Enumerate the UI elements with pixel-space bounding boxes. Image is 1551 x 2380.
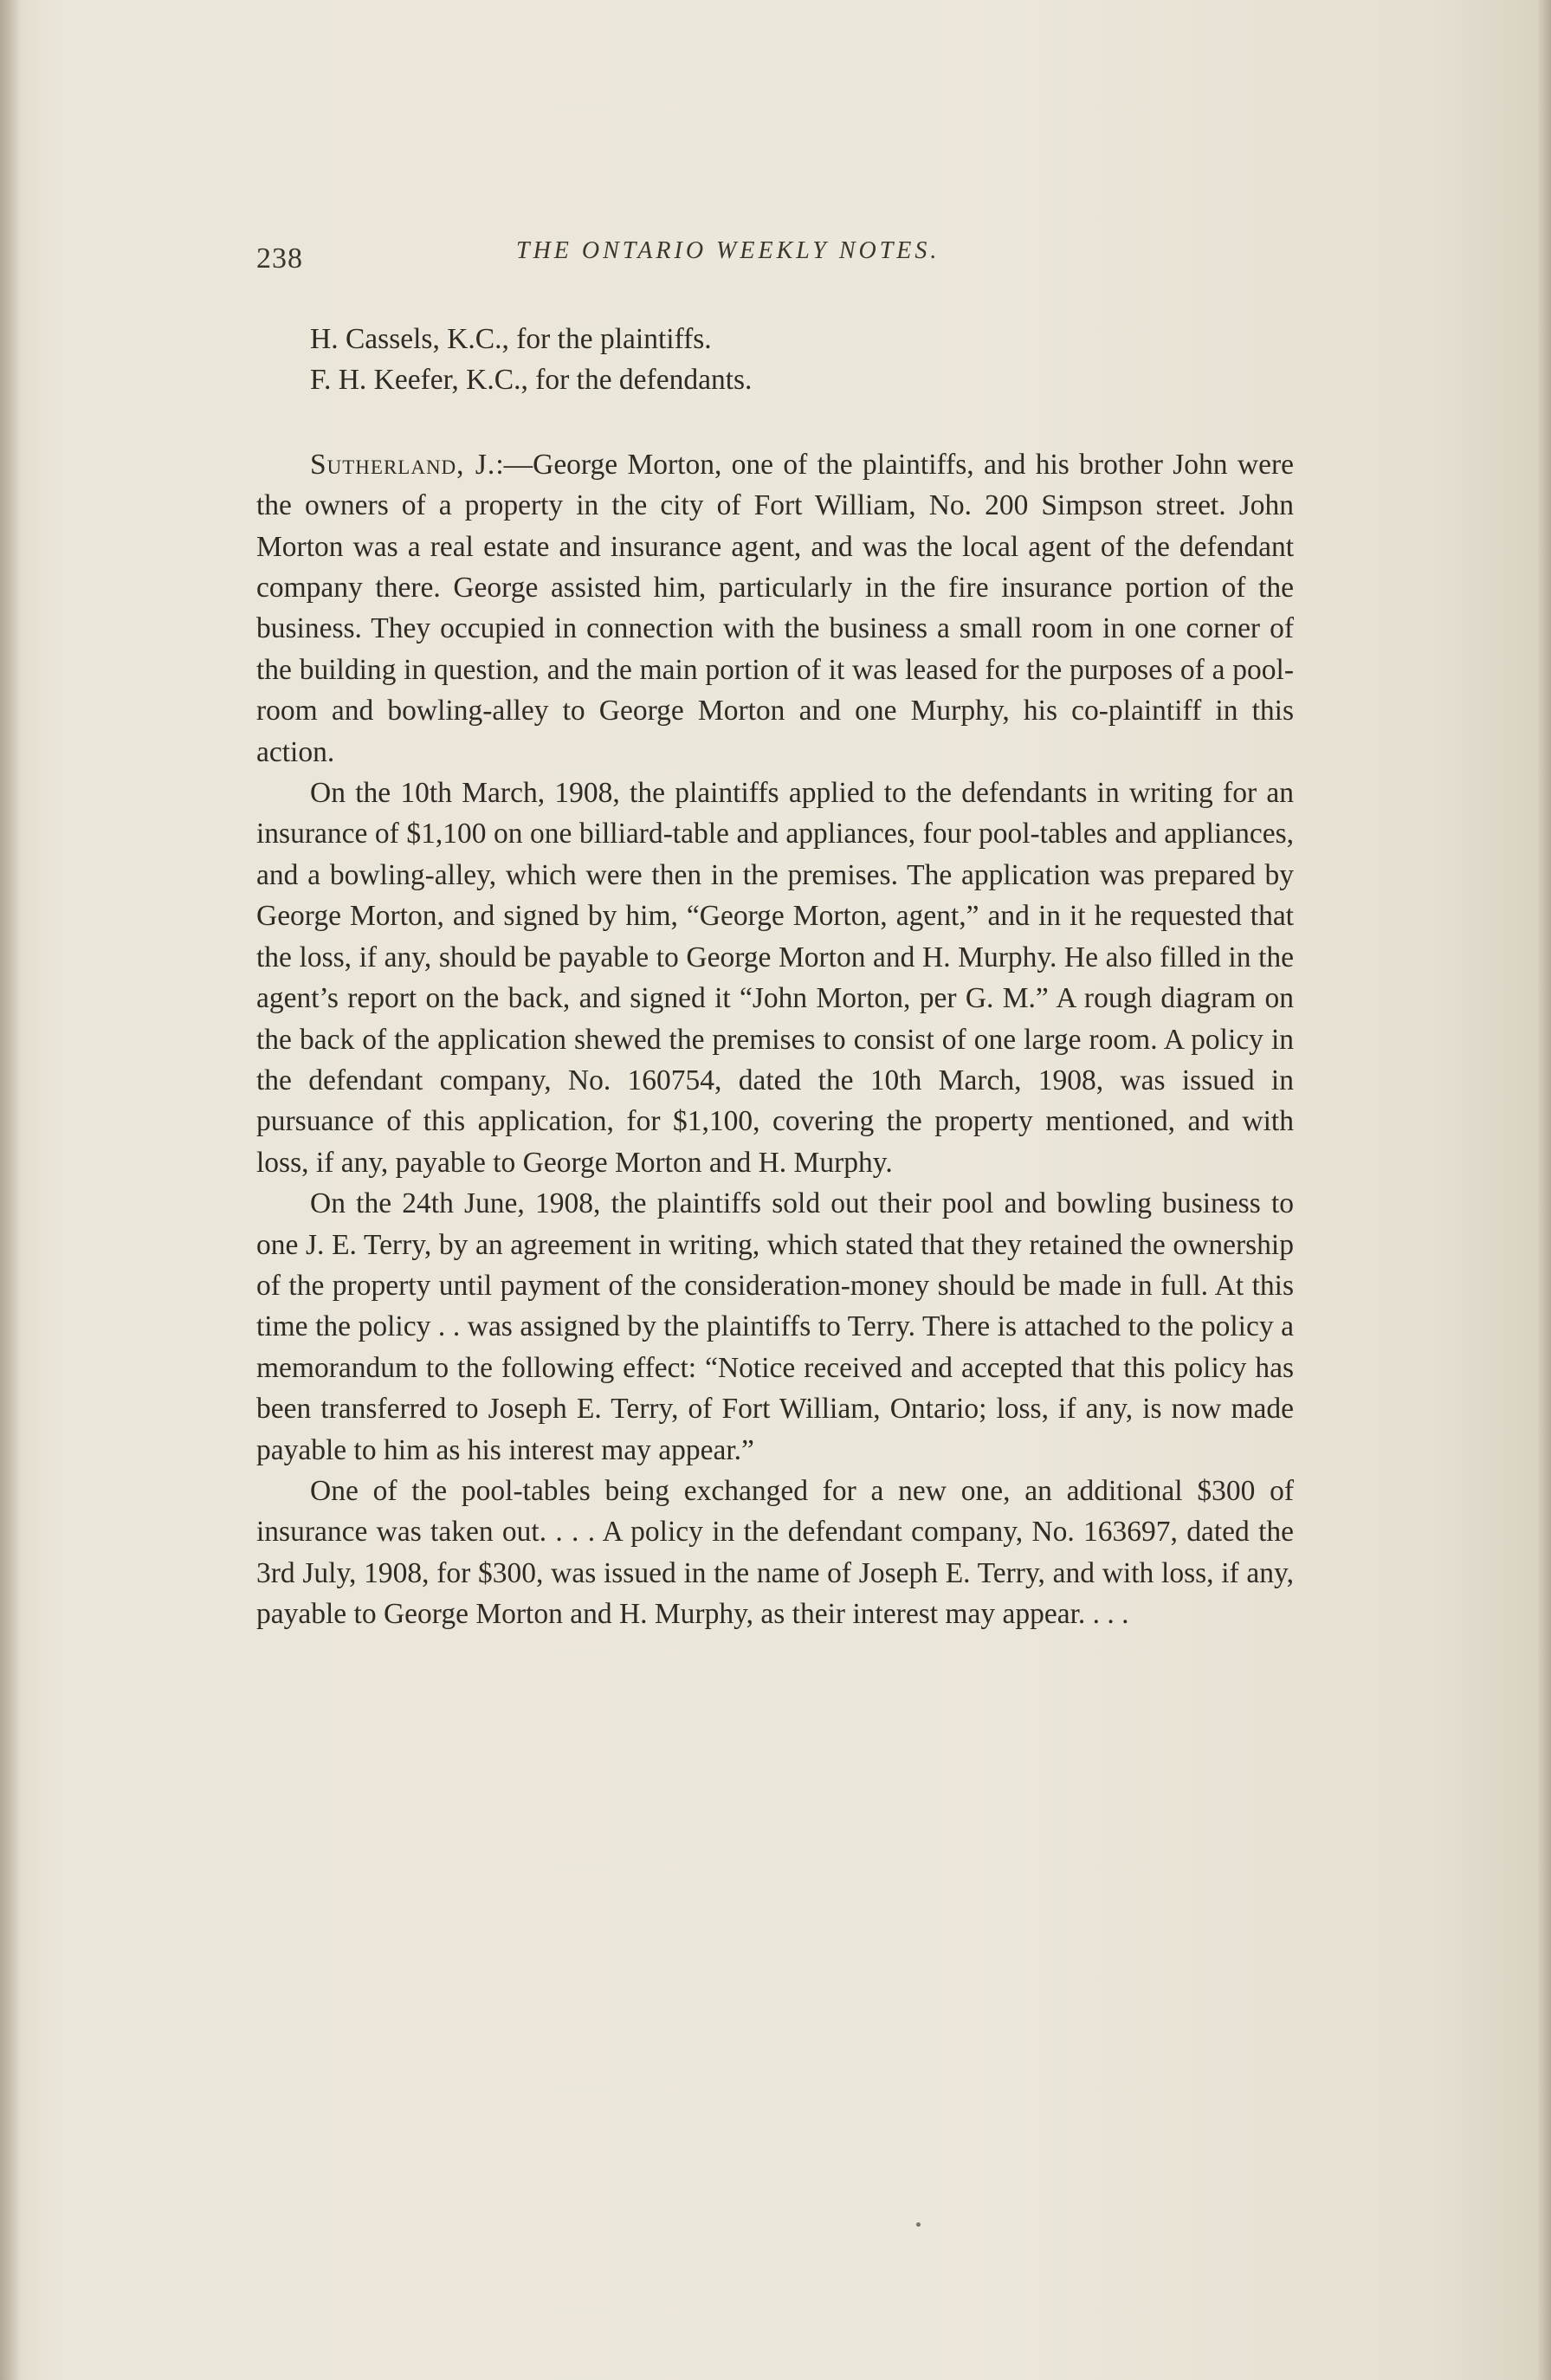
opening-paragraph: [256, 444, 1294, 773]
page-number: 238: [256, 243, 303, 275]
judge-name: Sutherland, J.: [310, 448, 496, 481]
opening-text: :—George Morton, one of the plaintiffs, and his brother John were the owners of a property in the city of Fort William, No. 200 Simpson street. John Morton was a real estate and insurance agent, and was the local agent of the defendant company there. George assisted him, particularly in the fire insurance portion of the business. They occupied in connection with the business a small room in one corner of the building in question, and the main portion of it was leased for the purposes of a pool-room and bowling-alley to George Morton and one Murphy, his co-plaintiff in this action.: [256, 448, 1294, 768]
paragraph: On the 10th March, 1908, the plaintiffs applied to the defendants in writing for an insurance of $1,100 on one billiard-table and appliances, four pool-tables and appliances, and a bowling-alley, which were then in the premises. The application was prepared by George Morton, and signed by him, “George Morton, agent,” and in it he requested that the loss, if any, should be payable to George Morton and H. Murphy. He also filled in the agent’s report on the back, and signed it “John Morton, per G. M.” A rough diagram on the back of the application shewed the premises to consist of one large room. A policy in the defendant company, No. 160754, dated the 10th March, 1908, was issued in pursuance of this application, for $1,100, covering the property mentioned, and with loss, if any, payable to George Morton and H. Murphy.: [256, 777, 1294, 1179]
paragraph: On the 24th June, 1908, the plaintiffs sold out their pool and bowling business to one J. E. Terry, by an agreement in writing, which stated that they retained the ownership of the property until payment of the consideration-money should be made in full. At this time the policy . . was assigned by the plaintiffs to Terry. There is attached to the policy a memorandum to the following effect: “Notice received and accepted that this policy has been transferred to Joseph E. Terry, of Fort William, Ontario; loss, if any, is now made payable to him as his interest may appear.”: [256, 1187, 1294, 1466]
page-header: [256, 232, 1296, 275]
ink-speck: [916, 2222, 921, 2227]
page-edge-shadow: [1537, 0, 1551, 2380]
counsel-line: F. H. Keefer, K.C., for the defendants.: [310, 364, 753, 397]
binding-shadow: [0, 0, 23, 2380]
body-text: [256, 319, 1294, 1635]
running-head: THE ONTARIO WEEKLY NOTES.: [516, 237, 940, 264]
paragraph: One of the pool-tables being exchanged for a new one, an additional $300 of insurance was taken out. . . . A policy in the defendant company, No. 163697, dated the 3rd July, 1908, for $300, was issued in the name of Joseph E. Terry, and with loss, if any, payable to George Morton and H. Murphy, as their interest may appear. . . .: [256, 1474, 1294, 1631]
section-gap: [256, 401, 1294, 444]
counsel-line: H. Cassels, K.C., for the plaintiffs.: [310, 323, 712, 355]
